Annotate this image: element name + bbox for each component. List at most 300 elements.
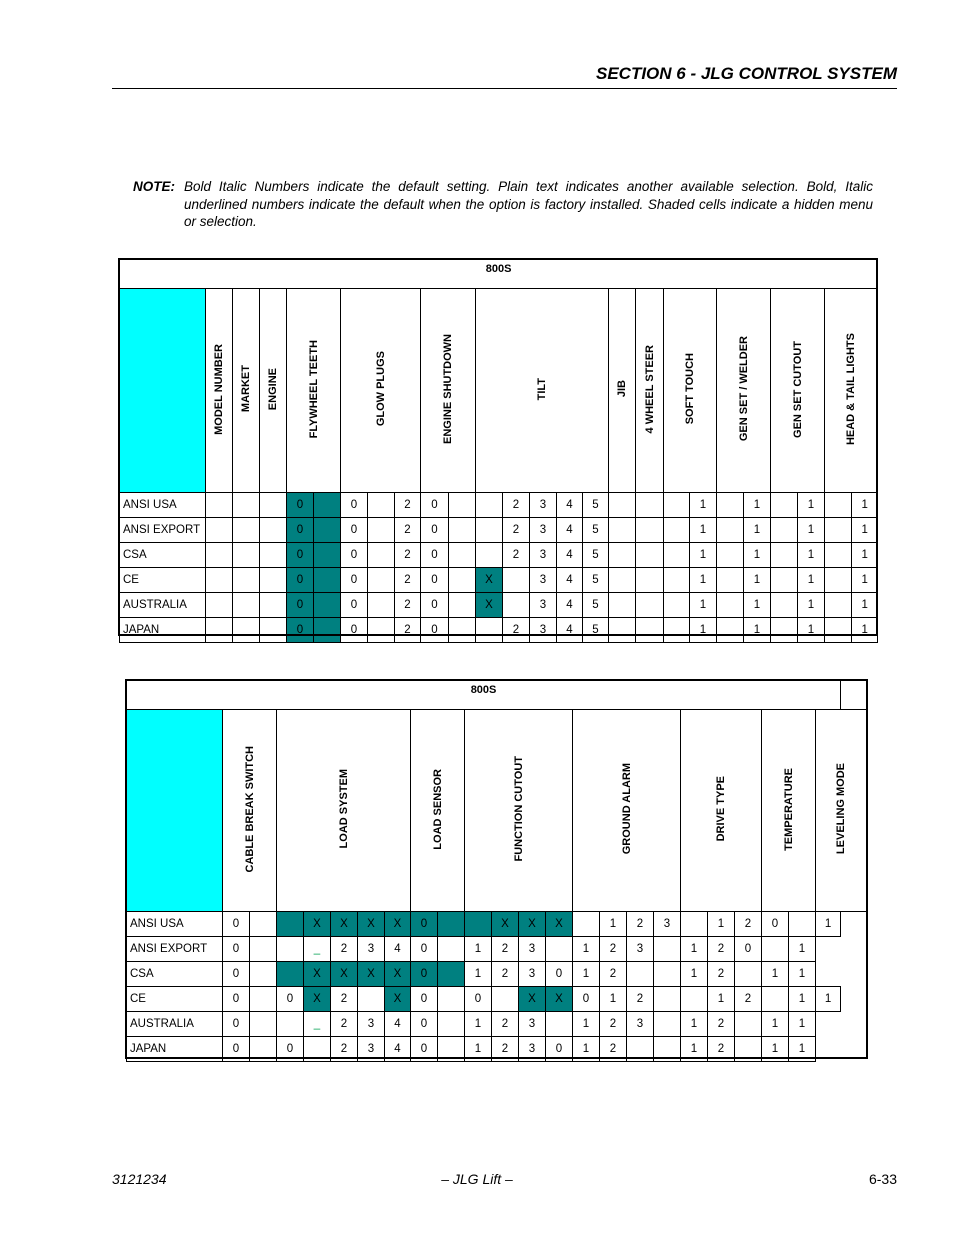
table-cell: 4 <box>557 568 583 593</box>
table-cell: 5 <box>583 568 609 593</box>
table-cell: 0 <box>341 593 368 618</box>
table-cell: 0 <box>287 493 314 518</box>
table-cell <box>438 1037 465 1062</box>
table-cell: 1 <box>690 518 717 543</box>
table-cell <box>314 518 341 543</box>
table-cell <box>314 543 341 568</box>
table-cell: 0 <box>287 543 314 568</box>
table-cell <box>609 568 636 593</box>
table-cell <box>260 568 287 593</box>
table-cell <box>636 493 664 518</box>
table-cell: 1 <box>465 1037 492 1062</box>
market-cell: JAPAN <box>120 618 206 643</box>
table-cell: 1 <box>465 1012 492 1037</box>
table-cell <box>314 493 341 518</box>
table-cell: 0 <box>411 937 438 962</box>
table-cell: 3 <box>358 1037 385 1062</box>
table-cell: 0 <box>223 1012 250 1037</box>
table-cell: X <box>519 987 546 1012</box>
table-row <box>120 543 878 568</box>
header-load-sensor: LOAD SENSOR <box>411 710 465 912</box>
table-cell: 1 <box>789 1037 816 1062</box>
table-cell: 0 <box>762 912 789 937</box>
table-cell <box>825 568 852 593</box>
table-row <box>127 1037 867 1062</box>
table-cell <box>260 493 287 518</box>
table-cell <box>771 543 798 568</box>
table-cell <box>206 618 233 643</box>
table-cell <box>627 962 654 987</box>
table-cell <box>503 593 530 618</box>
table-cell: X <box>331 962 358 987</box>
table-cell: 0 <box>277 1037 304 1062</box>
header-rule <box>112 88 897 89</box>
table-cell: 4 <box>557 543 583 568</box>
table-cell: 1 <box>852 593 878 618</box>
table-cell: X <box>358 912 385 937</box>
table-cell <box>717 518 744 543</box>
table-cell: 1 <box>798 518 825 543</box>
table-cell <box>609 518 636 543</box>
table-cell: 4 <box>385 1012 411 1037</box>
header-head-tail-lights: HEAD & TAIL LIGHTS <box>825 289 878 493</box>
table-cell <box>233 543 260 568</box>
table-cell <box>250 962 277 987</box>
note-text: Bold Italic Numbers indicate the default setting. Plain text indicates another available selection. Bold, Italic underlined numbers indicate the default when the option is factory installed. Shaded cells indicate a hidden menu or selection. <box>184 179 873 229</box>
table-cell: 3 <box>519 937 546 962</box>
table-cell: X <box>546 987 573 1012</box>
header-market: MARKET <box>233 289 260 493</box>
table-row <box>120 493 878 518</box>
header-4-wheel-steer: 4 WHEEL STEER <box>636 289 664 493</box>
table-cell: 1 <box>600 912 627 937</box>
table-cell: 4 <box>385 1037 411 1062</box>
table-cell: 2 <box>708 962 735 987</box>
header-load-system: LOAD SYSTEM <box>277 710 411 912</box>
table-cell: X <box>476 593 503 618</box>
table-cell <box>825 518 852 543</box>
doc-number: 3121234 <box>112 1171 167 1187</box>
table-cell <box>717 493 744 518</box>
table-cell <box>664 593 690 618</box>
section-title: SECTION 6 - JLG CONTROL SYSTEM <box>596 64 897 83</box>
table-cell <box>664 518 690 543</box>
table-cell: 1 <box>690 593 717 618</box>
table-cell <box>664 493 690 518</box>
table-cell: 2 <box>395 493 421 518</box>
table-cell: X <box>519 912 546 937</box>
table-cell: 1 <box>798 568 825 593</box>
table-cell: 5 <box>583 493 609 518</box>
table-cell: 1 <box>789 1012 816 1037</box>
table-cell: 0 <box>287 518 314 543</box>
table-cell <box>476 518 503 543</box>
table-cell: 1 <box>852 518 878 543</box>
table-cell: 0 <box>465 987 492 1012</box>
table-cell: 1 <box>762 962 789 987</box>
table-cell <box>465 912 492 937</box>
table-cell <box>438 987 465 1012</box>
market-cell: CSA <box>120 543 206 568</box>
table-cell <box>664 568 690 593</box>
table-cell <box>233 593 260 618</box>
market-cell: ANSI USA <box>120 493 206 518</box>
table-cell: 4 <box>557 493 583 518</box>
table-cell: 1 <box>798 493 825 518</box>
table-cell: 2 <box>503 493 530 518</box>
table1-title: 800S <box>120 260 878 289</box>
table-cell <box>260 618 287 643</box>
options-table-800s-part1 <box>119 259 878 643</box>
note-label: NOTE: <box>133 179 175 194</box>
table-cell: 2 <box>503 543 530 568</box>
table-cell: 0 <box>411 987 438 1012</box>
table1-corner <box>120 289 206 493</box>
table-cell <box>789 912 816 937</box>
table-cell: 5 <box>583 618 609 643</box>
table-cell <box>368 518 395 543</box>
note-block <box>133 178 873 231</box>
table-cell <box>636 568 664 593</box>
table-cell: 0 <box>421 493 449 518</box>
table-cell: 2 <box>395 568 421 593</box>
table-cell: 1 <box>690 493 717 518</box>
table-cell <box>206 493 233 518</box>
table-cell <box>314 618 341 643</box>
table-cell <box>546 1012 573 1037</box>
table-cell: 3 <box>530 493 557 518</box>
table-cell <box>609 493 636 518</box>
table-cell: 1 <box>681 962 708 987</box>
table-cell: 2 <box>503 518 530 543</box>
market-cell: ANSI EXPORT <box>120 518 206 543</box>
table-cell: 3 <box>530 543 557 568</box>
table-cell: 0 <box>223 987 250 1012</box>
table-cell: 2 <box>708 1037 735 1062</box>
table-cell: 5 <box>583 518 609 543</box>
table-cell: 3 <box>627 937 654 962</box>
table-cell: 0 <box>341 543 368 568</box>
table-cell: 0 <box>223 912 250 937</box>
header-gen-set-cutout: GEN SET CUTOUT <box>771 289 825 493</box>
table-cell: 1 <box>852 568 878 593</box>
table-cell: 1 <box>708 987 735 1012</box>
table-cell <box>476 493 503 518</box>
table-row <box>120 568 878 593</box>
table-cell <box>573 912 600 937</box>
table-cell <box>260 543 287 568</box>
table-cell: 3 <box>530 618 557 643</box>
table-cell <box>449 543 476 568</box>
table-cell <box>358 987 385 1012</box>
table-cell: 5 <box>583 593 609 618</box>
table-cell: 4 <box>557 518 583 543</box>
table-cell: 0 <box>223 937 250 962</box>
table-cell <box>546 937 573 962</box>
table-cell: X <box>476 568 503 593</box>
header-tilt: TILT <box>476 289 609 493</box>
table-cell: 1 <box>852 543 878 568</box>
header-engine-shutdown: ENGINE SHUTDOWN <box>421 289 476 493</box>
header-model-number: MODEL NUMBER <box>206 289 233 493</box>
table-cell <box>735 1012 762 1037</box>
table-cell: 1 <box>762 1012 789 1037</box>
header-cable-break-switch: CABLE BREAK SWITCH <box>223 710 277 912</box>
table-cell: 0 <box>421 543 449 568</box>
table-cell: 1 <box>744 618 771 643</box>
table-cell: 2 <box>708 937 735 962</box>
table-cell: 1 <box>789 962 816 987</box>
table-cell: 2 <box>331 1012 358 1037</box>
table-cell: X <box>358 962 385 987</box>
table-cell: 4 <box>557 593 583 618</box>
table-cell <box>654 962 681 987</box>
table-cell: 4 <box>385 937 411 962</box>
table-cell: X <box>304 987 331 1012</box>
market-cell: AUSTRALIA <box>120 593 206 618</box>
table-cell: 2 <box>331 987 358 1012</box>
table-cell: X <box>331 912 358 937</box>
table-cell: 0 <box>421 593 449 618</box>
table-cell: X <box>385 912 411 937</box>
table-cell <box>277 937 304 962</box>
market-cell: JAPAN <box>127 1037 223 1062</box>
table-cell: 1 <box>798 543 825 568</box>
table-cell <box>250 937 277 962</box>
table-cell <box>825 493 852 518</box>
table-cell: 0 <box>411 962 438 987</box>
table-cell <box>681 912 708 937</box>
table-cell: 2 <box>492 937 519 962</box>
table-cell: 1 <box>465 937 492 962</box>
table-row <box>120 518 878 543</box>
table-cell <box>825 593 852 618</box>
table-cell <box>636 543 664 568</box>
table-cell <box>314 593 341 618</box>
table-cell <box>717 618 744 643</box>
table-cell: 2 <box>735 987 762 1012</box>
table-cell: 2 <box>503 618 530 643</box>
table-cell: 0 <box>287 593 314 618</box>
table-cell <box>438 962 465 987</box>
header-engine: ENGINE <box>260 289 287 493</box>
table-cell <box>681 987 708 1012</box>
table-cell: 2 <box>600 1037 627 1062</box>
table-cell: _ <box>304 937 331 962</box>
table-cell: 0 <box>341 518 368 543</box>
table-cell <box>277 962 304 987</box>
table-cell: 2 <box>627 912 654 937</box>
footer-center: – JLG Lift – <box>441 1171 513 1187</box>
table-cell: 2 <box>600 962 627 987</box>
table-cell <box>636 593 664 618</box>
table-cell <box>277 912 304 937</box>
table-cell <box>654 1012 681 1037</box>
table-cell: 2 <box>395 618 421 643</box>
table-cell <box>762 987 789 1012</box>
table-cell <box>438 937 465 962</box>
table-cell <box>735 1037 762 1062</box>
table-cell: 1 <box>573 1012 600 1037</box>
table-cell: 1 <box>690 543 717 568</box>
table-cell <box>206 593 233 618</box>
table-cell <box>368 543 395 568</box>
table-cell: 2 <box>600 1012 627 1037</box>
header-temperature: TEMPERATURE <box>762 710 816 912</box>
table-cell: 0 <box>277 987 304 1012</box>
table-cell: 1 <box>852 493 878 518</box>
table-cell: 0 <box>421 568 449 593</box>
table-cell <box>476 618 503 643</box>
table-cell: 0 <box>546 1037 573 1062</box>
table-cell <box>368 568 395 593</box>
table-cell: 0 <box>287 568 314 593</box>
table-cell: X <box>304 912 331 937</box>
market-cell: CE <box>120 568 206 593</box>
table-cell: 2 <box>735 912 762 937</box>
table-cell: 0 <box>341 568 368 593</box>
options-table-800s-part2 <box>126 680 867 1062</box>
table-row <box>127 987 867 1012</box>
table-cell: 0 <box>421 618 449 643</box>
table-cell: X <box>304 962 331 987</box>
table-cell: 4 <box>557 618 583 643</box>
table-cell <box>609 618 636 643</box>
table-row <box>127 912 867 937</box>
table-cell: 1 <box>681 937 708 962</box>
table-cell <box>771 568 798 593</box>
market-cell: AUSTRALIA <box>127 1012 223 1037</box>
table-cell <box>664 618 690 643</box>
page-number: 6-33 <box>868 1171 897 1187</box>
market-cell: CSA <box>127 962 223 987</box>
table-cell: 2 <box>395 593 421 618</box>
table-cell <box>492 987 519 1012</box>
table-cell: X <box>385 962 411 987</box>
market-cell: ANSI EXPORT <box>127 937 223 962</box>
table-cell: 2 <box>600 937 627 962</box>
table-cell: 3 <box>519 1037 546 1062</box>
table-cell: 3 <box>358 1012 385 1037</box>
table-cell <box>449 568 476 593</box>
table-cell: 3 <box>654 912 681 937</box>
table-cell <box>654 987 681 1012</box>
market-cell: CE <box>127 987 223 1012</box>
table-cell: 0 <box>341 618 368 643</box>
table-cell: 3 <box>627 1012 654 1037</box>
table-cell: 2 <box>627 987 654 1012</box>
table-cell <box>503 568 530 593</box>
table-cell: 1 <box>816 912 841 937</box>
table-cell <box>771 618 798 643</box>
table-cell: 1 <box>744 543 771 568</box>
table-cell: 1 <box>573 1037 600 1062</box>
header-jib: JIB <box>609 289 636 493</box>
table-cell: 1 <box>816 987 841 1012</box>
table-cell: 0 <box>573 987 600 1012</box>
table-cell <box>654 1037 681 1062</box>
table-cell <box>609 543 636 568</box>
table-cell <box>250 1012 277 1037</box>
table-cell <box>233 493 260 518</box>
table-cell <box>206 568 233 593</box>
table-cell <box>250 912 277 937</box>
table-cell: 2 <box>492 1037 519 1062</box>
table-cell <box>627 1037 654 1062</box>
table-cell: 0 <box>421 518 449 543</box>
header-soft-touch: SOFT TOUCH <box>664 289 717 493</box>
table-cell: 1 <box>708 912 735 937</box>
table-cell: 1 <box>744 593 771 618</box>
table-row <box>127 937 867 962</box>
table-cell: 1 <box>789 937 816 962</box>
table-cell <box>233 568 260 593</box>
table-cell <box>250 987 277 1012</box>
table-cell: 1 <box>681 1037 708 1062</box>
table-cell: 2 <box>395 543 421 568</box>
table2-title: 800S <box>127 681 841 710</box>
table-cell <box>717 543 744 568</box>
table-cell <box>717 568 744 593</box>
table-row <box>127 1012 867 1037</box>
table-cell <box>368 593 395 618</box>
table-cell: 2 <box>331 1037 358 1062</box>
table-cell: 1 <box>600 987 627 1012</box>
table-cell <box>438 1012 465 1037</box>
table-cell: 3 <box>530 568 557 593</box>
table-cell: 0 <box>546 962 573 987</box>
table-cell <box>825 543 852 568</box>
table-cell <box>476 543 503 568</box>
table-cell: 1 <box>762 1037 789 1062</box>
table-cell: 3 <box>358 937 385 962</box>
table-cell: 0 <box>341 493 368 518</box>
table-cell <box>762 937 789 962</box>
table-cell <box>277 1012 304 1037</box>
table-cell: 0 <box>223 962 250 987</box>
table-cell <box>771 593 798 618</box>
table-row <box>120 618 878 643</box>
header-drive-type: DRIVE TYPE <box>681 710 762 912</box>
table-cell: 1 <box>789 987 816 1012</box>
table-cell: 1 <box>690 618 717 643</box>
table-cell <box>636 518 664 543</box>
table-cell <box>636 618 664 643</box>
table-cell <box>771 518 798 543</box>
header-function-cutout: FUNCTION CUTOUT <box>465 710 573 912</box>
table-cell <box>771 493 798 518</box>
table-row <box>120 593 878 618</box>
table-cell: X <box>492 912 519 937</box>
table-cell: 1 <box>798 618 825 643</box>
header-gen-set-welder: GEN SET / WELDER <box>717 289 771 493</box>
table-cell: 1 <box>573 962 600 987</box>
table-cell: 0 <box>735 937 762 962</box>
header-glow-plugs: GLOW PLUGS <box>341 289 421 493</box>
table-cell <box>314 568 341 593</box>
table-cell <box>368 493 395 518</box>
table-cell <box>449 493 476 518</box>
table-cell <box>304 1037 331 1062</box>
table-cell <box>717 593 744 618</box>
table-cell: 2 <box>331 937 358 962</box>
table-cell <box>609 593 636 618</box>
market-cell: ANSI USA <box>127 912 223 937</box>
table-cell: X <box>385 987 411 1012</box>
table-cell <box>260 518 287 543</box>
table-cell <box>206 518 233 543</box>
table-cell: 1 <box>465 962 492 987</box>
